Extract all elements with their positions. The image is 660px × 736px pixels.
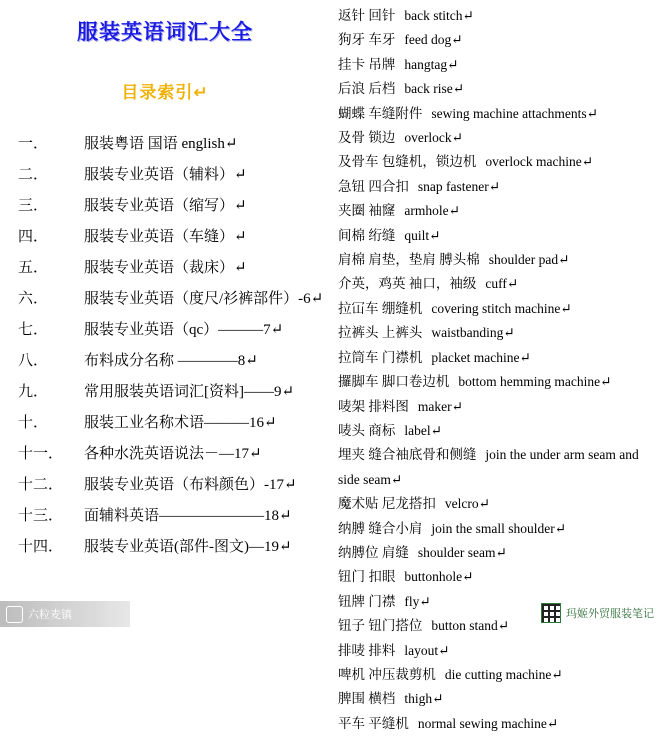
glossary-term-en: join the small shoulder↵ bbox=[431, 520, 567, 536]
toc-item bbox=[18, 222, 330, 253]
glossary-entry bbox=[338, 492, 660, 516]
glossary-term-en: die cutting machine↵ bbox=[444, 666, 563, 682]
glossary-entry bbox=[338, 102, 660, 126]
glossary-term-cn: 拉筒车 门襟机 bbox=[338, 349, 423, 365]
toc-item bbox=[18, 346, 330, 377]
glossary-term-en: placket machine↵ bbox=[431, 349, 531, 365]
toc-item bbox=[18, 191, 330, 222]
glossary-term-cn: 介英，鸡英 袖口，袖级 bbox=[338, 276, 477, 292]
toc-item-number: 十． bbox=[18, 415, 49, 431]
glossary-entry bbox=[338, 687, 660, 711]
toc-item-label: 服装专业英语（度尺/衫裤部件）-6↵ bbox=[84, 291, 324, 307]
toc-item-label: 布料成分名称 ————8↵ bbox=[84, 353, 258, 369]
watermark bbox=[0, 601, 130, 627]
glossary-entry bbox=[338, 175, 660, 199]
glossary-term-en: buttonhole↵ bbox=[404, 569, 474, 585]
glossary-term-en: hangtag↵ bbox=[404, 56, 459, 72]
toc-item-number: 九． bbox=[18, 384, 49, 400]
toc-item-number: 八． bbox=[18, 353, 49, 369]
glossary-term-cn: 狗牙 车牙 bbox=[338, 32, 396, 48]
glossary-entry bbox=[338, 150, 660, 174]
glossary-term-en: back stitch↵ bbox=[404, 8, 474, 23]
glossary-term-cn: 拉冚车 绷缝机 bbox=[338, 300, 423, 316]
toc-item-number: 二． bbox=[18, 167, 49, 183]
glossary-term-cn: 后浪 后档 bbox=[338, 81, 396, 97]
glossary-term-cn: 纳膊位 肩缝 bbox=[338, 544, 409, 560]
toc-item-number: 十三． bbox=[18, 508, 64, 524]
glossary-term-en: velcro↵ bbox=[444, 496, 490, 512]
toc-item bbox=[18, 439, 330, 470]
toc-item-label: 常用服装英语词汇[资料]——9↵ bbox=[84, 384, 295, 400]
glossary-term-cn: 挂卡 吊牌 bbox=[338, 56, 396, 72]
glossary-term-en: bottom hemming machine↵ bbox=[458, 374, 612, 390]
toc-item-number: 六． bbox=[18, 291, 49, 307]
glossary-term-cn: 间棉 绗缝 bbox=[338, 227, 396, 243]
glossary-term-en: maker↵ bbox=[417, 398, 463, 414]
glossary-entry bbox=[338, 370, 660, 394]
toc-item bbox=[18, 377, 330, 408]
toc-item-label: 面辅料英语———————18↵ bbox=[84, 508, 292, 524]
glossary-term-en: feed dog↵ bbox=[404, 32, 463, 48]
glossary-term-en: quilt↵ bbox=[404, 227, 441, 243]
toc-item-label: 服装专业英语(部件-图文)—19↵ bbox=[84, 539, 292, 555]
toc-item bbox=[18, 253, 330, 284]
glossary-term-en: cuff↵ bbox=[485, 276, 519, 292]
glossary-entry bbox=[338, 663, 660, 687]
glossary-term-en: overlock machine↵ bbox=[485, 154, 594, 170]
qr-code-icon bbox=[541, 603, 561, 623]
toc-item bbox=[18, 129, 330, 160]
glossary-term-cn: 唛头 商标 bbox=[338, 422, 396, 438]
glossary-entry bbox=[338, 297, 660, 321]
glossary-entry bbox=[338, 541, 660, 565]
toc-item-label: 服装专业英语（辅料）↵ bbox=[84, 167, 247, 183]
left-column bbox=[0, 0, 330, 627]
glossary-term-en: shoulder seam↵ bbox=[417, 544, 507, 560]
glossary-term-en: layout↵ bbox=[404, 642, 450, 658]
page-title: 服装英语词汇大全 bbox=[77, 21, 253, 44]
toc-item bbox=[18, 408, 330, 439]
toc-item-label: 服装专业英语（车缝）↵ bbox=[84, 229, 247, 245]
glossary-list bbox=[330, 0, 660, 736]
toc-item bbox=[18, 470, 330, 501]
glossary-term-cn: 唛架 排料图 bbox=[338, 398, 409, 414]
glossary-entry bbox=[338, 224, 660, 248]
glossary-term-en: armhole↵ bbox=[404, 203, 460, 219]
glossary-term-cn: 钮牌 门襟 bbox=[338, 593, 396, 609]
glossary-entry bbox=[338, 77, 660, 101]
table-of-contents bbox=[0, 129, 330, 563]
glossary-term-en: thigh↵ bbox=[404, 691, 444, 707]
toc-item-number: 七． bbox=[18, 322, 49, 338]
glossary-entry bbox=[338, 126, 660, 150]
right-column bbox=[330, 0, 660, 731]
glossary-term-cn: 魔术贴 尼龙搭扣 bbox=[338, 496, 436, 512]
glossary-term-cn: 攞脚车 脚口卷边机 bbox=[338, 374, 450, 390]
toc-item-number: 四． bbox=[18, 229, 49, 245]
glossary-term-en: normal sewing machine↵ bbox=[417, 715, 559, 731]
glossary-term-cn: 拉裤头 上裤头 bbox=[338, 325, 423, 341]
glossary-entry bbox=[338, 517, 660, 541]
glossary-entry bbox=[338, 565, 660, 589]
glossary-entry bbox=[338, 272, 660, 296]
toc-item bbox=[18, 501, 330, 532]
author-badge-label: 玛姬外贸服装笔记 bbox=[566, 608, 654, 620]
glossary-term-cn: 蝴蝶 车缝附件 bbox=[338, 105, 423, 121]
toc-item-number: 一． bbox=[18, 136, 49, 152]
toc-item-label: 服装专业英语（缩写）↵ bbox=[84, 198, 247, 214]
glossary-term-en: overlock↵ bbox=[404, 130, 463, 146]
glossary-entry bbox=[338, 346, 660, 370]
watermark-logo-icon bbox=[6, 606, 23, 623]
glossary-term-en: covering stitch machine↵ bbox=[431, 300, 572, 316]
glossary-entry bbox=[338, 443, 660, 492]
glossary-term-cn: 及骨 锁边 bbox=[338, 130, 396, 146]
glossary-term-en: snap fastener↵ bbox=[417, 178, 501, 194]
glossary-term-cn: 脾围 横档 bbox=[338, 691, 396, 707]
glossary-entry bbox=[338, 395, 660, 419]
glossary-term-en: sewing machine attachments↵ bbox=[431, 105, 598, 121]
toc-item-label: 服装工业名称术语———16↵ bbox=[84, 415, 277, 431]
glossary-term-en: shoulder pad↵ bbox=[488, 252, 570, 268]
glossary-entry bbox=[338, 321, 660, 345]
glossary-term-cn: 钮子 钮门搭位 bbox=[338, 618, 423, 634]
toc-item-number: 五． bbox=[18, 260, 49, 276]
glossary-term-cn: 啤机 冲压裁剪机 bbox=[338, 666, 436, 682]
toc-item-number: 三． bbox=[18, 198, 49, 214]
section-subtitle: 目录索引↵ bbox=[121, 83, 209, 102]
glossary-entry bbox=[338, 53, 660, 77]
glossary-term-cn: 夹圈 袖窿 bbox=[338, 203, 396, 219]
toc-item-label: 服装粤语 国语 english↵ bbox=[84, 136, 238, 152]
toc-item-number: 十四． bbox=[18, 539, 64, 555]
watermark-label: 六粒麦镇 bbox=[28, 609, 72, 621]
toc-item-label: 各种水洗英语说法－—17↵ bbox=[84, 446, 262, 462]
toc-item-number: 十一． bbox=[18, 446, 64, 462]
glossary-entry bbox=[338, 199, 660, 223]
toc-item bbox=[18, 532, 330, 563]
glossary-term-cn: 纳膊 缝合小肩 bbox=[338, 520, 423, 536]
toc-item-label: 服装专业英语（布料颜色）-17↵ bbox=[84, 477, 297, 493]
glossary-entry bbox=[338, 248, 660, 272]
glossary-term-cn: 及骨车 包缝机，锁边机 bbox=[338, 154, 477, 170]
glossary-entry bbox=[338, 419, 660, 443]
toc-item-number: 十二． bbox=[18, 477, 64, 493]
author-badge bbox=[541, 603, 654, 623]
glossary-term-cn: 平车 平缝机 bbox=[338, 715, 409, 731]
glossary-entry bbox=[338, 712, 660, 736]
glossary-term-cn: 排唛 排料 bbox=[338, 642, 396, 658]
glossary-term-cn: 钮门 扣眼 bbox=[338, 569, 396, 585]
glossary-term-en: fly↵ bbox=[404, 593, 431, 609]
toc-item-label: 服装专业英语（qc）———7↵ bbox=[84, 322, 284, 338]
glossary-term-en: button stand↵ bbox=[431, 618, 510, 634]
glossary-entry bbox=[338, 4, 660, 28]
glossary-term-cn: 急钮 四合扣 bbox=[338, 178, 409, 194]
glossary-term-cn: 返针 回针 bbox=[338, 8, 396, 23]
toc-item-label: 服装专业英语（裁床）↵ bbox=[84, 260, 247, 276]
glossary-term-en: join the under arm seam and side seam↵ bbox=[338, 447, 639, 487]
toc-item bbox=[18, 284, 330, 315]
glossary-entry bbox=[338, 639, 660, 663]
glossary-term-en: back rise↵ bbox=[404, 81, 465, 97]
glossary-entry bbox=[338, 28, 660, 52]
glossary-term-cn: 埋夹 缝合袖底骨和侧缝 bbox=[338, 447, 477, 463]
glossary-term-cn: 肩棉 肩垫，垫肩 膊头棉 bbox=[338, 252, 480, 268]
toc-item bbox=[18, 315, 330, 346]
toc-item bbox=[18, 160, 330, 191]
glossary-term-en: label↵ bbox=[404, 422, 442, 438]
glossary-term-en: waistbanding↵ bbox=[431, 325, 515, 341]
